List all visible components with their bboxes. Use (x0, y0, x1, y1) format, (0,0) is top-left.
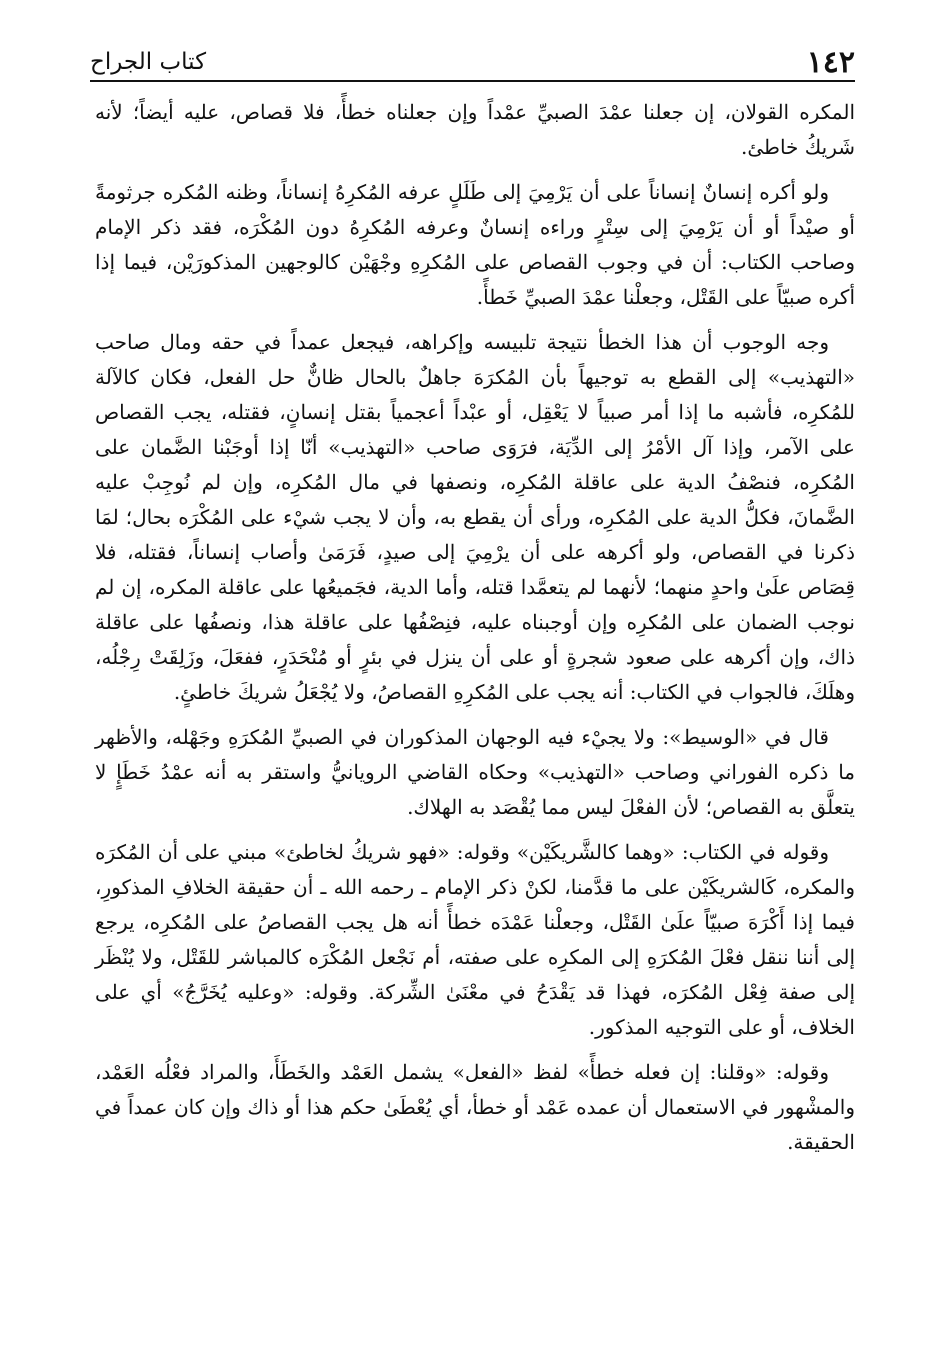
page-number: ١٤٢ (806, 44, 855, 80)
header-rule (90, 80, 855, 82)
paragraph: وجه الوجوب أن هذا الخطأ نتيجة تلبيسه وإكراهه، فيجعل عمداً في حقه ومال صاحب «التهذيب» إلى القطع به توجيهاً بأن المُكرَهَ جاهلٌ بالحال ظانٌّ حل الفعل، فكان كالآلة للمُكرِه، فأشبه ما إذا أمر صبياً لا يَعْقِل، أو عبْداً أعجمياً بقتل إنسانٍ، فقتله، يجب القصاص على الآمر، وإذا آل الأمْرُ إلى الدِّيَة، فرَوَى صاحب «التهذيب» أنّا إذا أوجَبْنا الضَّمان على المُكرِه، فنصْفُ الدية على عاقلة المُكرِه، ونصفها في مال المُكرِه، وإن لم نُوجِبْ عليه الضَّمانَ، فكلُّ الدية على المُكرِه، ورأى أن يقطع به، وأن لا يجب شيْء على المُكْرَه بحال؛ لمَا ذكرنا في القصاص، ولو أكرهه على أن يرْمِيَ إلى صيدٍ، فَرَمَىٰ وأصاب إنساناً، فقتله، فلا قِصَاص علَىٰ واحدٍ منهما؛ لأنهما لم يتعمَّدا قتله، وأما الدية، فجَميعُها على عاقلة المكره، إن لم نوجب الضمان على المُكرِه وإن أوجبناه عليه، فنِصْفُها على عاقلة هذا، ونصفُها على عاقلة ذاك، وإن أكرهه على صعود شجرةٍ أو على أن ينزل في بئرٍ أو مُنْحَدَرٍ، ففعَلَ، وزَلِقَتْ رِجْلُه، وهلَكَ، فالجواب في الكتاب: أنه يجب على المُكرِهِ القصاصُ، ولا يُجْعَلُ شريكَ خاطئٍ. (95, 330, 855, 704)
paragraph: ولو أكره إنسانٌ إنساناً على أن يَرْمِيَ إلى طَلَلٍ عرفه المُكرِهُ إنساناً، وظنه المُكره جرثومةً أو صيْداً أو أن يَرْمِيَ إلى سِتْرٍ وراءه إنسانٌ وعرفه المُكرِهُ دون المُكْرَه، فقد ذكر الإمام وصاحب الكتاب: أن في وجوب القصاص على المُكرِهِ وجْهَيْن كالوجهين المذكورَيْن، فيما إذا أكره صبيّاً على القَتْل، وجعلْنا عمْدَ الصبيِّ خَطأً. (95, 180, 855, 309)
body-text (95, 95, 855, 1170)
paragraph: وقوله في الكتاب: «وهما كالشَّريكَيْن» وقوله: «فهو شريكُ لخاطئ» مبني على أن المُكرَه والمكره، كَالشريكَيْن على ما قدَّمنا، لكنْ ذكر الإمام ـ رحمه الله ـ أن حقيقة الخلافِ المذكورِ، فيما إذا أَكْرَهَ صبيّاً علَىٰ القَتْل، وجعلْنا عَمْدَه خطأً أنه هل يجب القصاصُ على المُكرِه، يرجع إلى أننا ننقل فعْلَ المُكرَهِ إلى المكرِه على صفته، أم نَجْعل المُكْرَه كالمباشر للقَتْل، ولا يُنْظَر إلى صفة فِعْل المُكرَه، فهذا قد يَقْدَحُ في معْنَىٰ الشِّركة. وقوله: «وعليه يُخَرَّجُ» أي على الخلاف، أو على التوجيه المذكور. (95, 840, 855, 1039)
paragraph: وقوله: «وقلنا: إن فعله خطأً» لفظ «الفعل» يشمل العَمْد والخَطَأَ، والمراد فعْلُه العَمْد، والمشْهور في الاستعمال أن عمده عَمْد أو خطأ، أي يُعْطَىٰ حكم هذا أو ذاك وإن كان عمداً في الحقيقة. (95, 1060, 855, 1154)
page-header (90, 40, 855, 84)
paragraph: قال في «الوسيط»: ولا يجيْء فيه الوجهان المذكوران في الصبيِّ المُكرَهِ وجَهْله، والأظهر ما ذكره الفوراني وصاحب «التهذيب» وحكاه القاضي الرويانيُّ واستقر به أنه عمْدُ خَطَإٍ لا يتعلَّق به القصاص؛ لأن الفعْلَ ليس مما يُقْصَد به الهلاك. (95, 725, 855, 819)
running-title: كتاب الجراح (90, 49, 207, 75)
paragraph: المكره القولان، إن جعلنا عمْدَ الصبيِّ عمْداً وإن جعلناه خطأً، فلا قصاص، عليه أيضاً؛ لأنه شَريكُ خاطئ. (95, 100, 855, 159)
